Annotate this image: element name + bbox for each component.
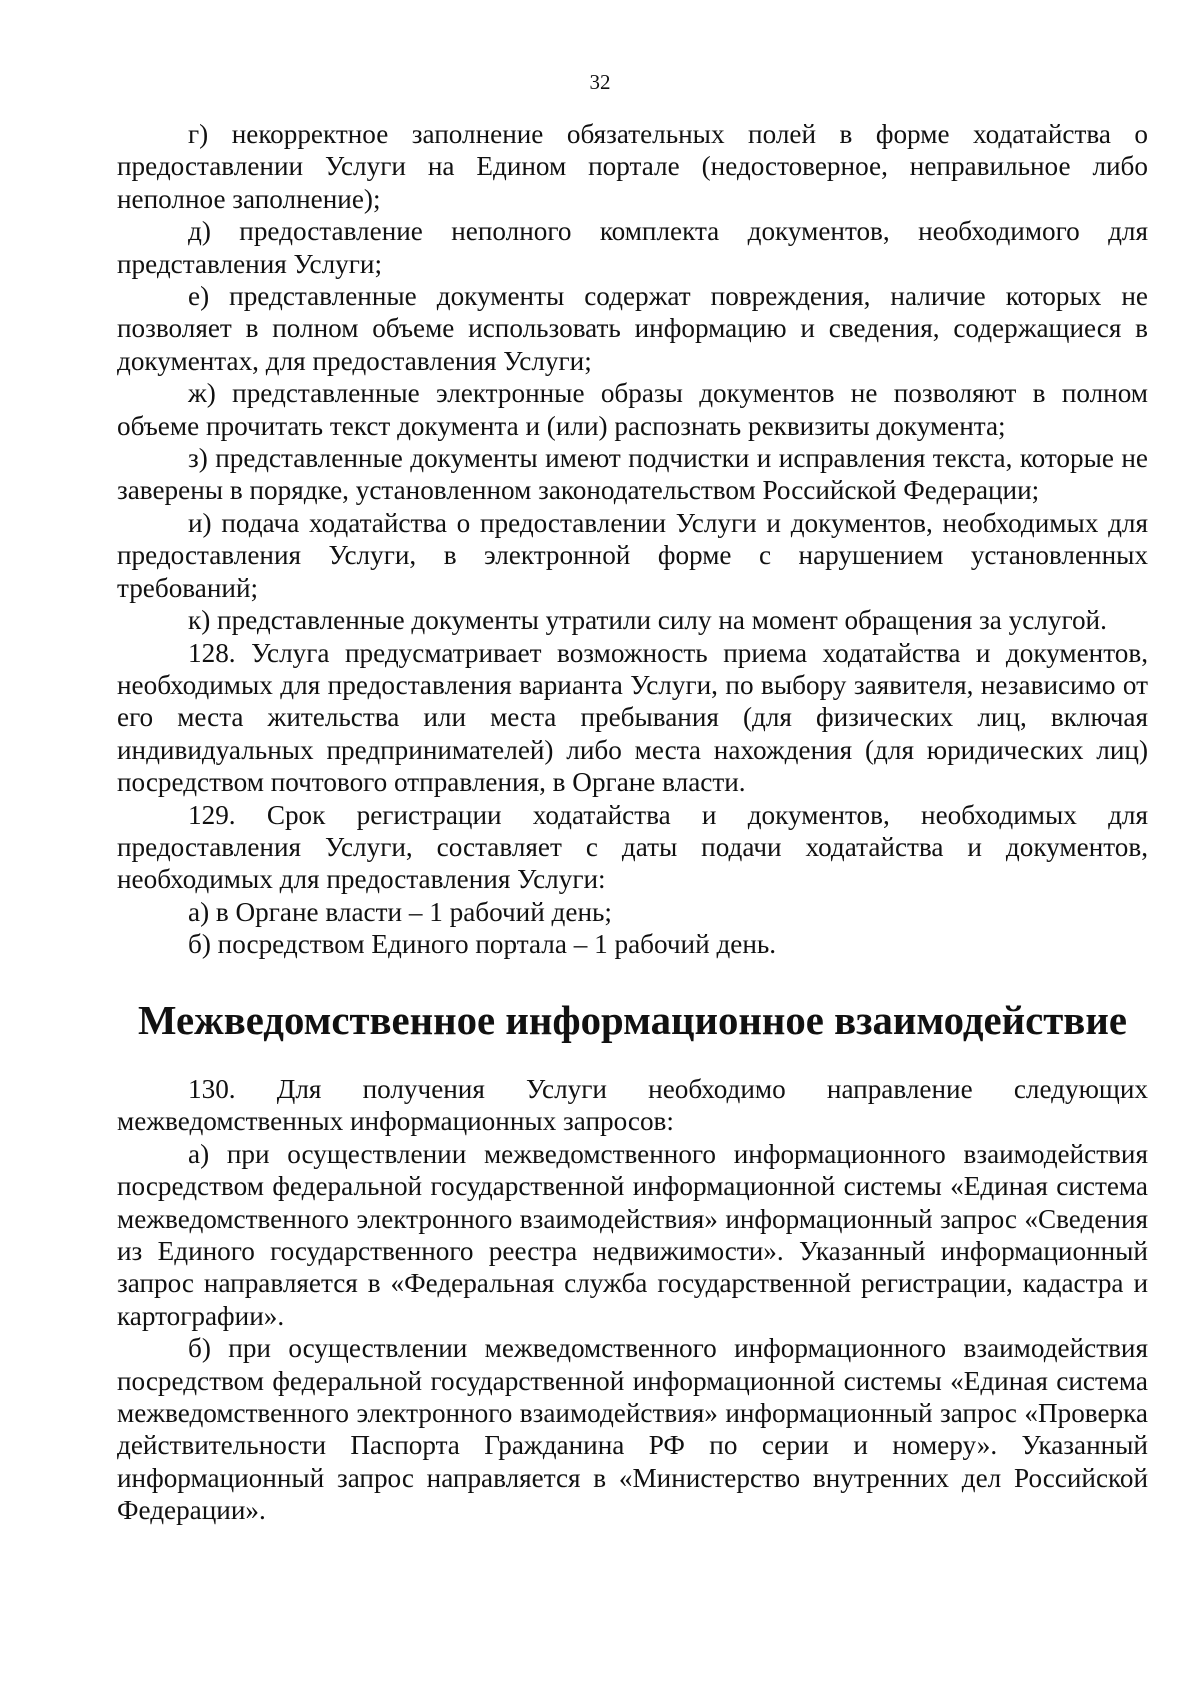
paragraph-item-g: г) некорректное заполнение обязательных полей в форме ходатайства о предоставлении Услуги на Едином портале (недостоверное, неправильное либо неполное заполнение); (117, 119, 1148, 214)
paragraph-item-e: е) представленные документы содержат повреждения, наличие которых не позволяет в полном объеме использовать информацию и сведения, содержащиеся в документах, для предоставления Услуги; (117, 281, 1148, 376)
paragraph-item-k: к) представленные документы утратили силу на момент обращения за услугой. (188, 605, 1107, 636)
paragraph-item-zh: ж) представленные электронные образы документов не позволяют в полном объеме прочитать текст документа и (или) распознать реквизиты документа; (117, 378, 1148, 441)
paragraph-130: 130. Для получения Услуги необходимо направление следующих межведомственных информационных запросов: (117, 1073, 1148, 1137)
section-heading: Межведомственное информационное взаимодействие (138, 997, 1127, 1043)
page-number: 32 (589, 70, 611, 94)
paragraph-129-b: б) посредством Единого портала – 1 рабочий день. (188, 929, 777, 960)
paragraph-128: 128. Услуга предусматривает возможность приема ходатайства и документов, необходимых для предоставления варианта Услуги, по выбору заявителя, независимо от его места жительства или места пребывания (для физических лиц, включая индивидуальных предпринимателей) либо места нахождения (для юридических лиц) посредством почтового отправления, в Органе власти. (117, 637, 1148, 798)
paragraph-item-z: з) представленные документы имеют подчистки и исправления текста, которые не заверены в порядке, установленном законодательством Российской Федерации; (117, 443, 1148, 506)
paragraph-129-a: а) в Органе власти – 1 рабочий день; (188, 896, 612, 927)
paragraph-item-i: и) подача ходатайства о предоставлении Услуги и документов, необходимых для предоставления Услуги, в электронной форме с нарушением установленных требований; (117, 507, 1148, 603)
paragraph-item-d: д) предоставление неполного комплекта документов, необходимого для представления Услуги; (117, 216, 1148, 279)
paragraph-130-b: б) при осуществлении межведомственного информационного взаимодействия посредством федеральной государственной информационной системы «Единая система межведомственного электронного взаимодействия» информационный запрос «Проверка действительности Паспорта Гражданина РФ по серии и номеру». Указанный информационный запрос направляется в «Министерство внутренних дел Российской Федерации». (117, 1333, 1148, 1526)
paragraph-129: 129. Срок регистрации ходатайства и документов, необходимых для предоставления Услуги, составляет с даты подачи ходатайства и документов, необходимых для предоставления Услуги: (117, 799, 1148, 895)
paragraph-130-a: а) при осуществлении межведомственного информационного взаимодействия посредством федеральной государственной информационной системы «Единая система межведомственного электронного взаимодействия» информационный запрос «Сведения из Единого государственного реестра недвижимости». Указанный информационный запрос направляется в «Федеральная служба государственной регистрации, кадастра и картографии». (117, 1138, 1148, 1331)
document-body (117, 118, 1148, 1527)
